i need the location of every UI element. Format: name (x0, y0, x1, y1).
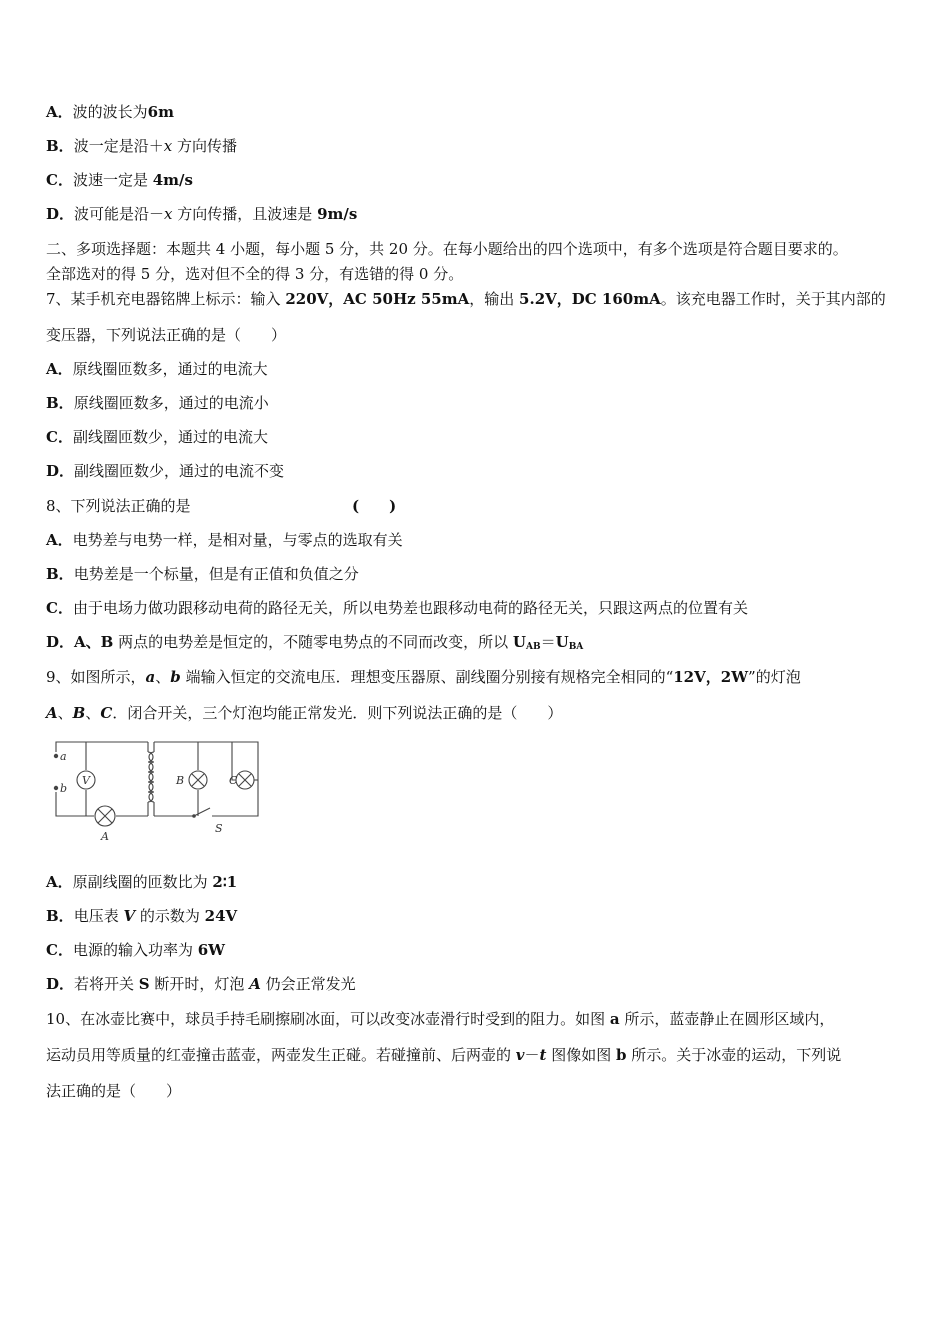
q9-option-b: B．电压表 V 的示数为 24V (46, 907, 238, 925)
q7-stem-line2: 变压器，下列说法正确的是（ ） (46, 326, 287, 344)
switch-s (194, 808, 210, 816)
label-lamp-c: C (229, 774, 238, 787)
section2-line2: 全部选对的得 5 分，选对但不全的得 3 分，有选错的得 0 分。 (46, 265, 464, 283)
q7-option-a: A．原线圈匝数多，通过的电流大 (46, 360, 268, 378)
q10-stem-line3: 法正确的是（ ） (46, 1082, 182, 1100)
label-v: V (82, 774, 90, 787)
q7-option-c: C．副线圈匝数少，通过的电流大 (46, 428, 268, 446)
q8-option-c: C．由于电场力做功跟移动电荷的路径无关，所以电势差也跟移动电荷的路径无关，只跟这两点的位置有关 (46, 599, 748, 617)
q7-option-b: B．原线圈匝数多，通过的电流小 (46, 394, 269, 412)
terminal-a (54, 754, 58, 758)
q6-option-a: A．波的波长为6m (46, 103, 174, 121)
q9-stem-line2: A、B、C．闭合开关，三个灯泡均能正常发光．则下列说法正确的是（ ） (46, 704, 563, 722)
label-b: b (60, 782, 68, 795)
q8-stem: 8、下列说法正确的是 ( ) (46, 497, 397, 515)
q10-stem-line1: 10、在冰壶比赛中，球员手持毛刷擦刷冰面，可以改变冰壶滑行时受到的阻力。如图 a 所示，蓝壶静止在圆形区域内， (46, 1010, 835, 1028)
terminal-b (54, 786, 58, 790)
q9-option-a: A．原副线圈的匝数比为 2∶1 (46, 873, 238, 891)
q8-option-d: D．A、B 两点的电势差是恒定的，不随零电势点的不同而改变，所以 $U_{AB}=U_{BA}$ (46, 633, 584, 652)
section2-line1: 二、多项选择题：本题共 4 小题，每小题 5 分，共 20 分。在每小题给出的四个选项中，有多个选项是符合题目要求的。 (46, 240, 848, 258)
q8-option-b: B．电势差是一个标量，但是有正值和负值之分 (46, 565, 359, 583)
q6-option-d: D．波可能是沿－x 方向传播，且波速是 9m/s (46, 205, 358, 223)
label-lamp-a: A (101, 830, 109, 843)
q9-option-c: C．电源的输入功率为 6W (46, 941, 226, 959)
q8-option-a: A．电势差与电势一样，是相对量，与零点的选取有关 (46, 531, 403, 549)
q7-stem-line1: 7、某手机充电器铭牌上标示：输入 220V，AC 50Hz 55mA，输出 5.2V，DC 160mA。该充电器工作时，关于其内部的 (46, 290, 886, 308)
q9-stem-line1: 9、如图所示，a、b 端输入恒定的交流电压．理想变压器原、副线圈分别接有规格完全相同的“12V，2W”的灯泡 (46, 668, 801, 686)
primary-top-wire (56, 742, 148, 752)
label-switch: S (215, 822, 223, 835)
q10-stem-line2: 运动员用等质量的红壶撞击蓝壶，两壶发生正碰。若碰撞前、后两壶的 v－t 图像如图 b 所示。关于冰壶的运动，下列说 (46, 1046, 842, 1064)
q7-option-d: D．副线圈匝数少，通过的电流不变 (46, 462, 285, 480)
q8-answer-paren: ( ) (352, 497, 397, 515)
label-a: a (60, 750, 67, 763)
q6-option-c: C．波速一定是 4m/s (46, 171, 193, 189)
q6-option-b: B．波一定是沿＋x 方向传播 (46, 137, 237, 155)
label-lamp-b: B (176, 774, 185, 787)
transformer-circuit-diagram (44, 738, 274, 846)
secondary-outer-wire (154, 742, 258, 816)
q9-option-d: D．若将开关 S 断开时，灯泡 A 仍会正常发光 (46, 975, 356, 993)
primary-bottom-wire-left (56, 792, 94, 816)
